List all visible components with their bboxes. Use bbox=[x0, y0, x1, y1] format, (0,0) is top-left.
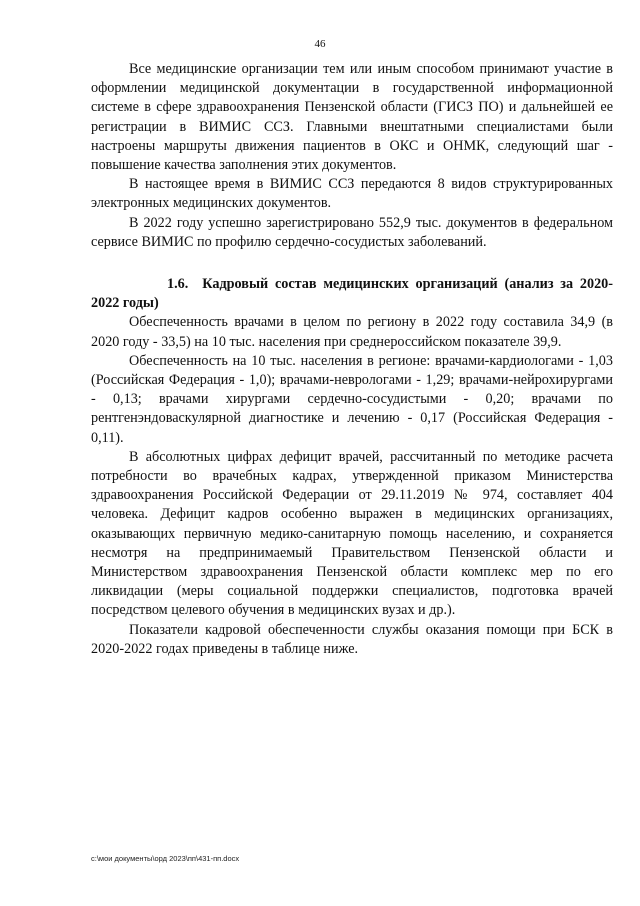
paragraph-registered-documents: В 2022 году успешно зарегистрировано 552,9 тыс. документов в федеральном сервисе ВИМИС по профилю сердечно-сосудистых заболеваний. bbox=[91, 214, 613, 250]
section-heading bbox=[91, 275, 613, 313]
page-number: 46 bbox=[314, 38, 326, 50]
section-title: Кадровый состав медицинских организаций (анализ за 2020-2022 годы) bbox=[91, 276, 613, 312]
paragraph-doctor-deficit: В абсолютных цифрах дефицит врачей, рассчитанный по методике расчета потребности во врачебных кадрах, утвержденной приказом Министерства здравоохранения Российской Федерации от 29.11.2019 № 974, составляет 404 человека. Дефицит кадров особенно выражен в медицинских организациях, оказывающих первичную медико-санитарную помощь населению, и сохраняется несмотря на предпринимаемый Правительством Пензенской области и Министерством здравоохранения Пензенской области комплекс мер по его ликвидации (меры социальной поддержки специалистов, подготовка врачей посредством целевого обучения в медицинских вузах и др.). bbox=[91, 448, 613, 619]
paragraph-gisz-documentation: Все медицинские организации тем или иным способом принимают участие в оформлении медицинской документации в государственной информационной системе в сфере здравоохранения Пензенской области (ГИСЗ ПО) и дальнейшей ее регистрации в ВИМИС ССЗ. Главными внештатными специалистами были настроены маршруты движения пациентов в ОКС и ОНМК, следующий шаг - повышение качества заполнения этих документов. bbox=[91, 61, 613, 174]
file-path-footer: c:\мои документы\орд 2023\пп\431-пп.docx bbox=[91, 854, 240, 863]
paragraph-doctor-supply: Обеспеченность врачами в целом по региону в 2022 году составила 34,9 (в 2020 году - 33,5) на 10 тыс. населения при среднероссийском показателе 39,9. bbox=[91, 314, 613, 350]
paragraph-vimis-document-types: В настоящее время в ВИМИС ССЗ передаются 8 видов структурированных электронных медицинских документов. bbox=[91, 176, 613, 212]
paragraph-specialist-supply: Обеспеченность на 10 тыс. населения в регионе: врачами-кардиологами - 1,03 (Российская Федерация - 1,0); врачами-неврологами - 1,29; врачами-нейрохирургами - 0,13; врачами хирургами сердечно-сосудистыми - 0,20; врачами по рентгенэндоваскулярной диагностике и лечению - 0,17 (Российская Федерация - 0,11). bbox=[91, 352, 613, 446]
document-body bbox=[91, 60, 613, 659]
section-number: 1.6. bbox=[167, 276, 189, 293]
paragraph-table-reference: Показатели кадровой обеспеченности службы оказания помощи при БСК в 2020-2022 годах приведены в таблице ниже. bbox=[91, 621, 613, 657]
